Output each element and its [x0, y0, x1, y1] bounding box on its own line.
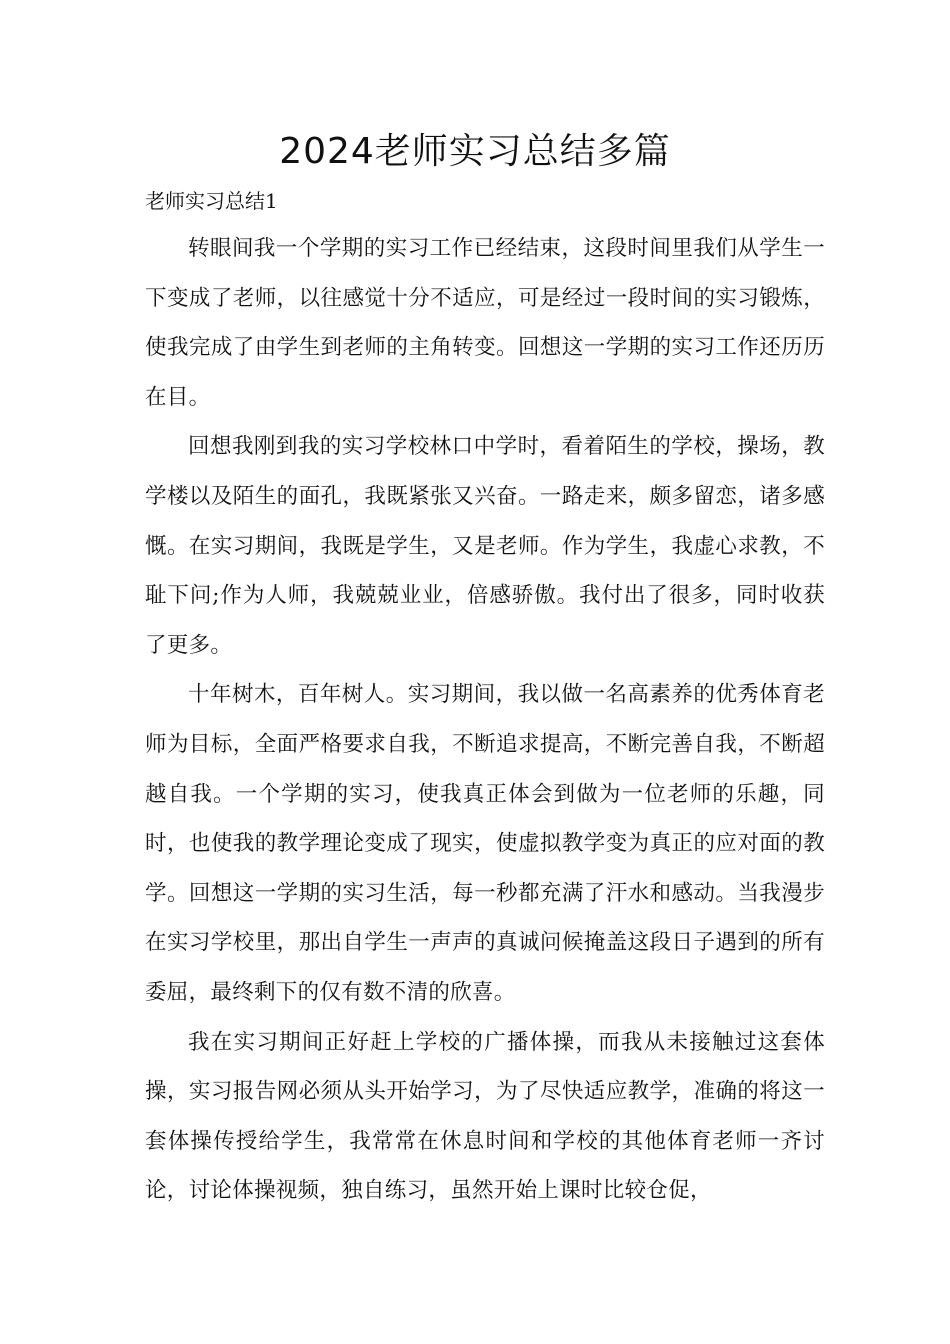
section-heading: 老师实习总结1: [145, 189, 278, 213]
paragraph-4: 我在实习期间正好赶上学校的广播体操，而我从未接触过这套体操，实习报告网必须从头开始学习，为了尽快适应教学，准确的将这一套体操传授给学生，我常常在休息时间和学校的其他体育老师一齐讨论，讨论体操视频，独自练习，虽然开始上课时比较仓促，: [145, 1029, 825, 1204]
document-title: 2024老师实习总结多篇: [279, 131, 671, 172]
paragraph-1: 转眼间我一个学期的实习工作已经结束，这段时间里我们从学生一下变成了老师，以往感觉十分不适应，可是经过一段时间的实习锻炼，使我完成了由学生到老师的主角转变。回想这一学期的实习工作还历历在目。: [145, 236, 825, 410]
paragraph-3: 十年树木，百年树人。实习期间，我以做一名高素养的优秀体育老师为目标，全面严格要求自我，不断追求提高，不断完善自我，不断超越自我。一个学期的实习，使我真正体会到做为一位老师的乐趣，同时，也使我的教学理论变成了现实，使虚拟教学变为真正的应对面的教学。回想这一学期的实习生活，每一秒都充满了汗水和感动。当我漫步在实习学校里，那出自学生一声声的真诚问候掩盖这段日子遇到的所有委屈，最终剩下的仅有数不清的欣喜。: [145, 682, 825, 1005]
document-body: [145, 224, 825, 1216]
paragraph-2: 回想我刚到我的实习学校林口中学时，看着陌生的学校，操场，教学楼以及陌生的面孔，我既紧张又兴奋。一路走来，颇多留恋，诸多感慨。在实习期间，我既是学生，又是老师。作为学生，我虚心求教，不耻下问;作为人师，我兢兢业业，倍感骄傲。我付出了很多，同时收获了更多。: [145, 434, 825, 658]
